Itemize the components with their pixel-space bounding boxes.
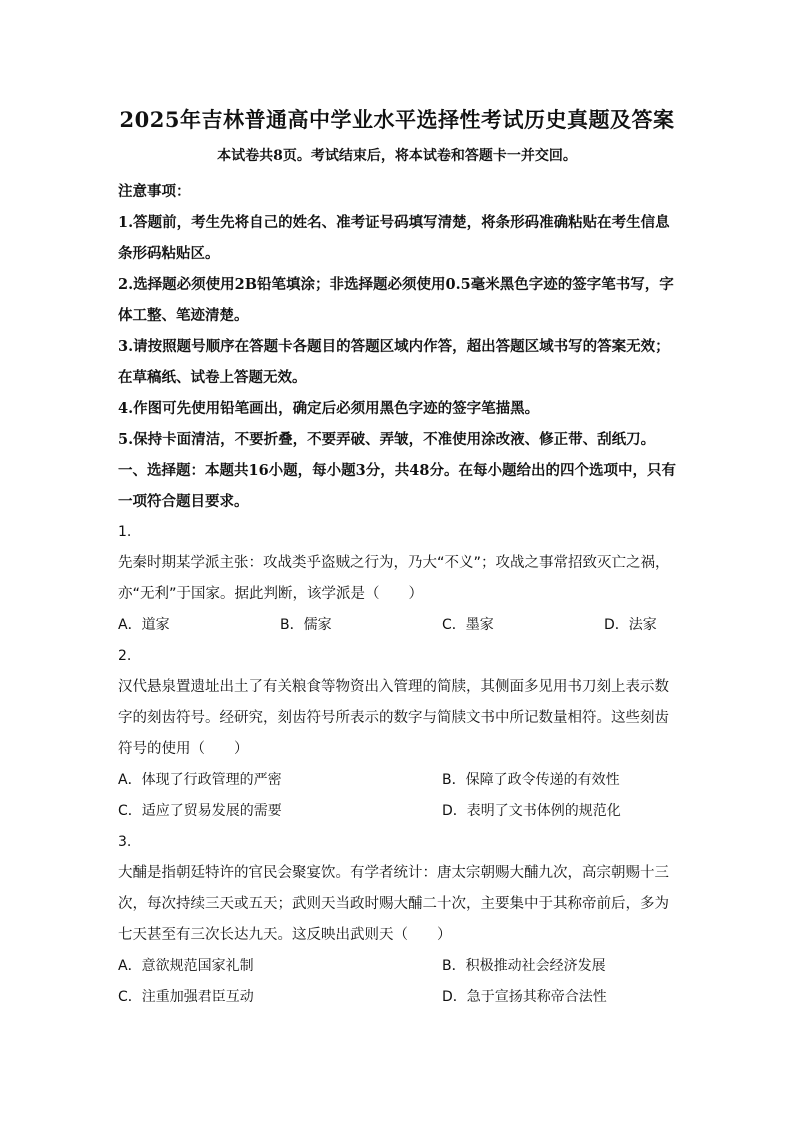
options	[118, 610, 678, 641]
option-a[interactable]: A．道家	[118, 617, 170, 633]
question-number: 3.	[118, 834, 132, 850]
question-number: 2.	[118, 648, 132, 664]
options	[118, 765, 678, 827]
option-d[interactable]: D．法家	[604, 617, 657, 633]
options	[118, 951, 678, 1013]
option-c[interactable]: C．适应了贸易发展的需要	[118, 803, 282, 819]
notice-item: 5.保持卡面清洁，不要折叠，不要弄破、弄皱，不准使用涂改液、修正带、刮纸刀。	[118, 431, 656, 448]
notice-heading: 注意事项：	[118, 183, 191, 200]
option-a[interactable]: A．意欲规范国家礼制	[118, 958, 254, 974]
option-b[interactable]: B．儒家	[280, 617, 332, 633]
question-stem: 大酺是指朝廷特许的官民会聚宴饮。有学者统计：唐太宗朝赐大酺九次，高宗朝赐十三次，每次持续三天或五天；武则天当政时赐大酺二十次，主要集中于其称帝前后，多为七天甚至有三次长达九天。这反映出武则天（ ）	[118, 865, 669, 943]
option-b[interactable]: B．积极推动社会经济发展	[442, 958, 606, 974]
option-b[interactable]: B．保障了政令传递的有效性	[442, 772, 620, 788]
question-1	[118, 517, 678, 641]
notice-item: 4.作图可先使用铅笔画出，确定后必须用黑色字迹的签字笔描黑。	[118, 400, 540, 417]
section-heading: 一、选择题：本题共16小题，每小题3分，共48分。在每小题给出的四个选项中，只有一项符合题目要求。	[118, 462, 676, 510]
question-3	[118, 827, 678, 1013]
exam-content	[118, 176, 678, 1013]
option-d[interactable]: D．急于宣扬其称帝合法性	[442, 989, 607, 1005]
question-stem: 汉代悬泉置遗址出土了有关粮食等物资出入管理的简牍，其侧面多见用书刀刻上表示数字的刻齿符号。经研究，刻齿符号所表示的数字与简牍文书中所记数量相符。这些刻齿符号的使用（ ）	[118, 679, 669, 757]
option-c[interactable]: C．注重加强君臣互动	[118, 989, 254, 1005]
page-title: 2025年吉林普通高中学业水平选择性考试历史真题及答案	[119, 107, 675, 132]
option-d[interactable]: D．表明了文书体例的规范化	[442, 803, 621, 819]
question-stem: 先秦时期某学派主张：攻战类乎盗贼之行为，乃大“不义”；攻战之事常招致灭亡之祸，亦“无利”于国家。据此判断，该学派是（ ）	[118, 555, 670, 602]
option-a[interactable]: A．体现了行政管理的严密	[118, 772, 282, 788]
question-2	[118, 641, 678, 827]
option-c[interactable]: C．墨家	[442, 617, 494, 633]
notice-item: 2.选择题必须使用2B铅笔填涂；非选择题必须使用0.5毫米黑色字迹的签字笔书写，字体工整、笔迹清楚。	[118, 276, 674, 324]
question-number: 1.	[118, 524, 132, 540]
notice-item: 1.答题前，考生先将自己的姓名、准考证号码填写清楚，将条形码准确粘贴在考生信息条形码粘贴区。	[118, 214, 670, 262]
page-subtitle: 本试卷共8页。考试结束后，将本试卷和答题卡一并交回。	[217, 148, 577, 164]
notice-item: 3.请按照题号顺序在答题卡各题目的答题区域内作答，超出答题区域书写的答案无效；在草稿纸、试卷上答题无效。	[118, 338, 670, 386]
